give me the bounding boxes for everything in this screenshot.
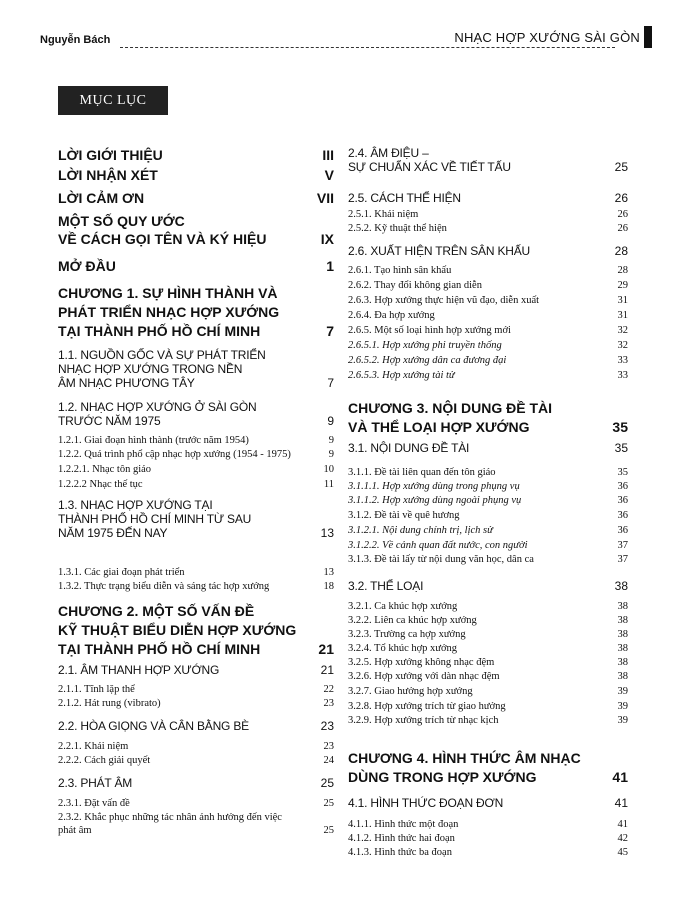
toc-entry-page: 25 — [323, 798, 334, 809]
toc-entry — [348, 524, 628, 537]
toc-entry-title: 3.1.2.2. Về cảnh quan đất nước, con người — [348, 540, 528, 551]
toc-entry — [58, 189, 334, 207]
toc-entry-page: 7 — [327, 376, 334, 390]
toc-entry — [348, 579, 628, 593]
header-rule — [120, 47, 615, 48]
toc-entry — [348, 369, 628, 382]
toc-entry-title: 2.6.5.2. Hợp xướng dân ca đương đại — [348, 355, 507, 366]
toc-entry-page: 26 — [617, 209, 628, 220]
toc-entry — [58, 580, 334, 593]
toc-entry-page: 38 — [617, 601, 628, 612]
toc-entry-title: 2.5.2. Kỹ thuật thể hiện — [348, 223, 447, 234]
toc-entry-title: 3.1.1.2. Hợp xướng dùng ngoài phụng vụ — [348, 495, 522, 506]
toc-entry-title: 2.5. CÁCH THỂ HIỆN — [348, 191, 461, 205]
toc-entry-title: 4.1.2. Hình thức hai đoạn — [348, 833, 455, 844]
toc-entry-title: 1.2.2.1. Nhạc tôn giáo — [58, 464, 152, 475]
toc-entry-page: 36 — [617, 525, 628, 536]
toc-entry-page: 26 — [614, 191, 628, 205]
toc-entry-title: 2.6.3. Hợp xướng thực hiện vũ đạo, diễn xuất — [348, 295, 540, 306]
toc-entry — [348, 339, 628, 352]
toc-entry-title: MỘT SỐ QUY ƯỚC VỀ CÁCH GỌI TÊN VÀ KÝ HIỆU — [58, 213, 267, 247]
toc-entry — [348, 818, 628, 831]
toc-entry-title: LỜI CẢM ƠN — [58, 190, 145, 206]
toc-entry-page: 31 — [617, 295, 628, 306]
toc-entry — [58, 697, 334, 710]
toc-entry-page: 37 — [617, 540, 628, 551]
toc-entry-page: 41 — [612, 769, 628, 785]
toc-entry — [348, 399, 628, 437]
toc-entry-page: 38 — [617, 629, 628, 640]
toc-entry-page: 31 — [617, 310, 628, 321]
toc-entry-page: 35 — [617, 467, 628, 478]
toc-entry — [348, 846, 628, 859]
toc-entry — [58, 797, 334, 810]
toc-entry — [348, 309, 628, 322]
toc-entry-page: 36 — [617, 510, 628, 521]
toc-entry-page: 33 — [617, 370, 628, 381]
toc-entry-page: 18 — [323, 581, 334, 592]
toc-entry-page: 39 — [617, 686, 628, 697]
toc-entry-page: 7 — [326, 323, 334, 339]
toc-entry — [58, 740, 334, 753]
toc-entry-title: 3.1.1.1. Hợp xướng dùng trong phụng vụ — [348, 481, 520, 492]
author-name: Nguyễn Bách — [40, 34, 111, 46]
toc-entry — [348, 796, 628, 810]
toc-entry — [348, 553, 628, 566]
toc-entry-page: 11 — [323, 479, 334, 490]
toc-entry-title: 2.6.4. Đa hợp xướng — [348, 310, 435, 321]
toc-entry-title: 3.2.1. Ca khúc hợp xướng — [348, 601, 458, 612]
toc-entry — [348, 208, 628, 221]
toc-entry-title: 3.2.5. Hợp xướng không nhạc đệm — [348, 657, 495, 668]
toc-entry-page: IX — [320, 231, 334, 247]
toc-entry-page: 39 — [617, 715, 628, 726]
toc-entry-title: 2.6.5. Một số loại hình hợp xướng mới — [348, 325, 511, 336]
toc-entry-title: LỜI GIỚI THIỆU — [58, 147, 163, 163]
toc-entry — [58, 257, 334, 275]
toc-entry-page: 38 — [617, 671, 628, 682]
toc-entry-title: 1.3.1. Các giai đoạn phát triển — [58, 567, 185, 578]
toc-entry-title: 2.3. PHÁT ÂM — [58, 776, 133, 790]
toc-entry-title: 2.1.2. Hát rung (vibrato) — [58, 698, 161, 709]
toc-entry — [58, 478, 334, 491]
toc-entry — [58, 602, 334, 659]
toc-entry — [348, 628, 628, 641]
toc-entry — [58, 754, 334, 767]
toc-entry-page: VII — [316, 190, 334, 206]
toc-entry-page: 13 — [323, 567, 334, 578]
toc-entry-page: 9 — [327, 414, 334, 428]
toc-entry-title: 3.2.7. Giao hưởng hợp xướng — [348, 686, 473, 697]
toc-entry-title: 2.6.5.3. Hợp xướng tài tử — [348, 370, 455, 381]
header-black-bar — [644, 26, 652, 48]
toc-entry-title: 4.1.1. Hình thức một đoạn — [348, 819, 459, 830]
toc-entry-title: 1.2.2. Quá trình phổ cập nhạc hợp xướng (1954 - 1975) — [58, 449, 291, 460]
page-header — [0, 0, 700, 60]
toc-entry-title: 3.1. NỘI DUNG ĐỀ TÀI — [348, 441, 470, 455]
toc-entry — [58, 348, 334, 390]
toc-entry — [348, 509, 628, 522]
toc-entry-page: 23 — [323, 698, 334, 709]
toc-entry-title: 3.2. THỂ LOẠI — [348, 579, 424, 593]
toc-entry — [348, 600, 628, 613]
toc-entry-page: V — [324, 167, 334, 183]
toc-entry — [58, 776, 334, 790]
toc-entry-title: 2.2.1. Khái niệm — [58, 741, 129, 752]
toc-entry — [58, 663, 334, 677]
toc-entry-page: 21 — [318, 641, 334, 657]
toc-entry-page: 26 — [617, 223, 628, 234]
toc-entry-page: 10 — [323, 464, 334, 475]
toc-entry-title: 3.1.2.1. Nội dung chính trị, lịch sử — [348, 525, 493, 536]
toc-entry-page: 38 — [614, 579, 628, 593]
toc-entry-page: 45 — [617, 847, 628, 858]
toc-entry-page: 22 — [323, 684, 334, 695]
toc-entry-page: III — [322, 147, 334, 163]
toc-entry-title: CHƯƠNG 4. HÌNH THỨC ÂM NHẠC DÙNG TRONG HỢP XƯỚNG — [348, 750, 581, 785]
toc-entry-page: 23 — [320, 719, 334, 733]
toc-entry-page: 21 — [320, 663, 334, 677]
toc-entry-page: 42 — [617, 833, 628, 844]
toc-entry — [58, 498, 334, 540]
toc-entry-page: 37 — [617, 554, 628, 565]
toc-entry-page: 9 — [328, 435, 334, 446]
toc-entry — [348, 441, 628, 455]
toc-entry-title: 3.2.8. Hợp xướng trích từ giao hưởng — [348, 701, 506, 712]
toc-entry — [348, 279, 628, 292]
toc-entry-page: 41 — [617, 819, 628, 830]
toc-entry — [348, 749, 628, 787]
toc-entry — [348, 656, 628, 669]
toc-entry — [58, 284, 334, 341]
toc-entry — [58, 683, 334, 696]
toc-entry-page: 28 — [614, 244, 628, 258]
toc-entry-page: 24 — [323, 755, 334, 766]
toc-entry-title: 1.1. NGUỒN GỐC VÀ SỰ PHÁT TRIỂN NHẠC HỢP XƯỚNG TRONG NỀN ÂM NHẠC PHƯƠNG TÂY — [58, 348, 266, 390]
toc-entry-title: 1.2.1. Giai đoạn hình thành (trước năm 1954) — [58, 435, 249, 446]
toc-entry-title: 2.5.1. Khái niệm — [348, 209, 419, 220]
toc-entry-title: 2.6.2. Thay đổi không gian diễn — [348, 280, 482, 291]
toc-entry — [348, 642, 628, 655]
toc-entry-page: 39 — [617, 701, 628, 712]
toc-entry — [348, 264, 628, 277]
toc-entry-title: CHƯƠNG 2. MỘT SỐ VẤN ĐỀ KỸ THUẬT BIỂU DIỄN HỢP XƯỚNG TẠI THÀNH PHỐ HỒ CHÍ MINH — [58, 603, 297, 657]
toc-entry-page: 32 — [617, 325, 628, 336]
toc-entry-title: 3.2.6. Hợp xướng với dàn nhạc đệm — [348, 671, 500, 682]
toc-entry — [58, 212, 334, 248]
toc-entry-page: 9 — [328, 449, 334, 460]
toc-entry-title: 2.4. ÂM ĐIỆU – SỰ CHUẨN XÁC VỀ TIẾT TẤU — [348, 146, 511, 174]
toc-entry — [58, 566, 334, 579]
toc-entry-page: 25 — [320, 776, 334, 790]
toc-title: MỤC LỤC — [58, 86, 168, 115]
toc-entry — [58, 811, 334, 837]
toc-entry-page: 13 — [320, 526, 334, 540]
toc-entry — [58, 448, 334, 461]
toc-entry-title: 1.2.2.2 Nhạc thế tục — [58, 479, 143, 490]
toc-entry-title: 1.3. NHẠC HỢP XƯỚNG TẠI THÀNH PHỐ HỒ CHÍ MINH TỪ SAU NĂM 1975 ĐẾN NAY — [58, 498, 252, 540]
toc-entry — [348, 670, 628, 683]
toc-entry — [348, 614, 628, 627]
toc-entry — [348, 324, 628, 337]
toc-entry — [348, 354, 628, 367]
toc-entry-title: 3.2.9. Hợp xướng trích từ nhạc kịch — [348, 715, 499, 726]
toc-entry-title: CHƯƠNG 1. SỰ HÌNH THÀNH VÀ PHÁT TRIỂN NHẠC HỢP XƯỚNG TẠI THÀNH PHỐ HỒ CHÍ MINH — [58, 285, 280, 339]
book-title: NHẠC HỢP XƯỚNG SÀI GÒN — [454, 30, 640, 45]
toc-entry-page: 38 — [617, 615, 628, 626]
toc-entry — [58, 166, 334, 184]
toc-entry-title: 2.6. XUẤT HIỆN TRÊN SÂN KHẤU — [348, 244, 531, 258]
toc-entry — [348, 832, 628, 845]
toc-entry — [58, 719, 334, 733]
toc-entry — [348, 146, 628, 174]
toc-entry-page: 41 — [614, 796, 628, 810]
toc-entry-title: 3.2.4. Tổ khúc hợp xướng — [348, 643, 458, 654]
toc-entry-title: LỜI NHẬN XÉT — [58, 167, 158, 183]
toc-entry — [58, 434, 334, 447]
toc-entry — [58, 400, 334, 428]
toc-entry-page: 25 — [323, 825, 334, 836]
toc-entry — [348, 191, 628, 205]
toc-entry-page: 1 — [326, 258, 334, 274]
toc-entry — [348, 714, 628, 727]
toc-entry-page: 25 — [614, 160, 628, 174]
toc-entry — [348, 494, 628, 507]
toc-entry-title: 2.1. ÂM THANH HỢP XƯỚNG — [58, 663, 220, 677]
toc-entry-page: 38 — [617, 643, 628, 654]
toc-entry-title: 3.1.3. Đề tài lấy từ nội dung văn học, dân ca — [348, 554, 534, 565]
toc-entry-title: 2.6.5.1. Hợp xướng phi truyền thống — [348, 340, 502, 351]
toc-entry-title: 2.3.1. Đặt vấn đề — [58, 798, 130, 809]
toc-entry-page: 35 — [612, 419, 628, 435]
toc-entry — [58, 463, 334, 476]
toc-entry — [348, 480, 628, 493]
toc-entry-title: 2.2.2. Cách giải quyết — [58, 755, 151, 766]
toc-entry-title: 2.6.1. Tạo hình sân khấu — [348, 265, 452, 276]
toc-entry-page: 29 — [617, 280, 628, 291]
toc-entry — [348, 539, 628, 552]
toc-entry-title: 3.2.3. Trường ca hợp xướng — [348, 629, 466, 640]
toc-entry-title: 4.1. HÌNH THỨC ĐOẠN ĐƠN — [348, 796, 504, 810]
toc-entry-title: 2.3.2. Khắc phục những tác nhân ảnh hưởng đến việc phát âm — [58, 812, 282, 836]
toc-entry — [348, 222, 628, 235]
toc-entry-title: 1.3.2. Thực trạng biểu diễn và sáng tác hợp xướng — [58, 581, 270, 592]
toc-entry-title: 2.1.1. Tĩnh lặp thể — [58, 684, 135, 695]
toc-entry-title: MỞ ĐẦU — [58, 258, 116, 274]
toc-entry — [348, 294, 628, 307]
toc-entry-title: 3.2.2. Liên ca khúc hợp xướng — [348, 615, 477, 626]
toc-entry-page: 23 — [323, 741, 334, 752]
toc-entry — [348, 685, 628, 698]
toc-entry — [348, 466, 628, 479]
toc-entry-page: 33 — [617, 355, 628, 366]
toc-entry — [348, 700, 628, 713]
toc-entry — [348, 244, 628, 258]
toc-entry-title: 1.2. NHẠC HỢP XƯỚNG Ở SÀI GÒN TRƯỚC NĂM 1975 — [58, 400, 257, 428]
toc-entry-page: 32 — [617, 340, 628, 351]
toc-entry-title: CHƯƠNG 3. NỘI DUNG ĐỀ TÀI VÀ THỂ LOẠI HỢP XƯỚNG — [348, 400, 553, 435]
toc-entry-page: 38 — [617, 657, 628, 668]
toc-entry-page: 28 — [617, 265, 628, 276]
toc-entry-title: 3.1.2. Đề tài về quê hương — [348, 510, 460, 521]
toc-entry-title: 4.1.3. Hình thức ba đoạn — [348, 847, 452, 858]
toc-entry-page: 36 — [617, 481, 628, 492]
toc-entry-title: 2.2. HÒA GIỌNG VÀ CÂN BẰNG BÈ — [58, 719, 249, 733]
toc-entry-title: 3.1.1. Đề tài liên quan đến tôn giáo — [348, 467, 496, 478]
toc-entry — [58, 146, 334, 164]
toc-entry-page: 36 — [617, 495, 628, 506]
toc-entry-page: 35 — [614, 441, 628, 455]
